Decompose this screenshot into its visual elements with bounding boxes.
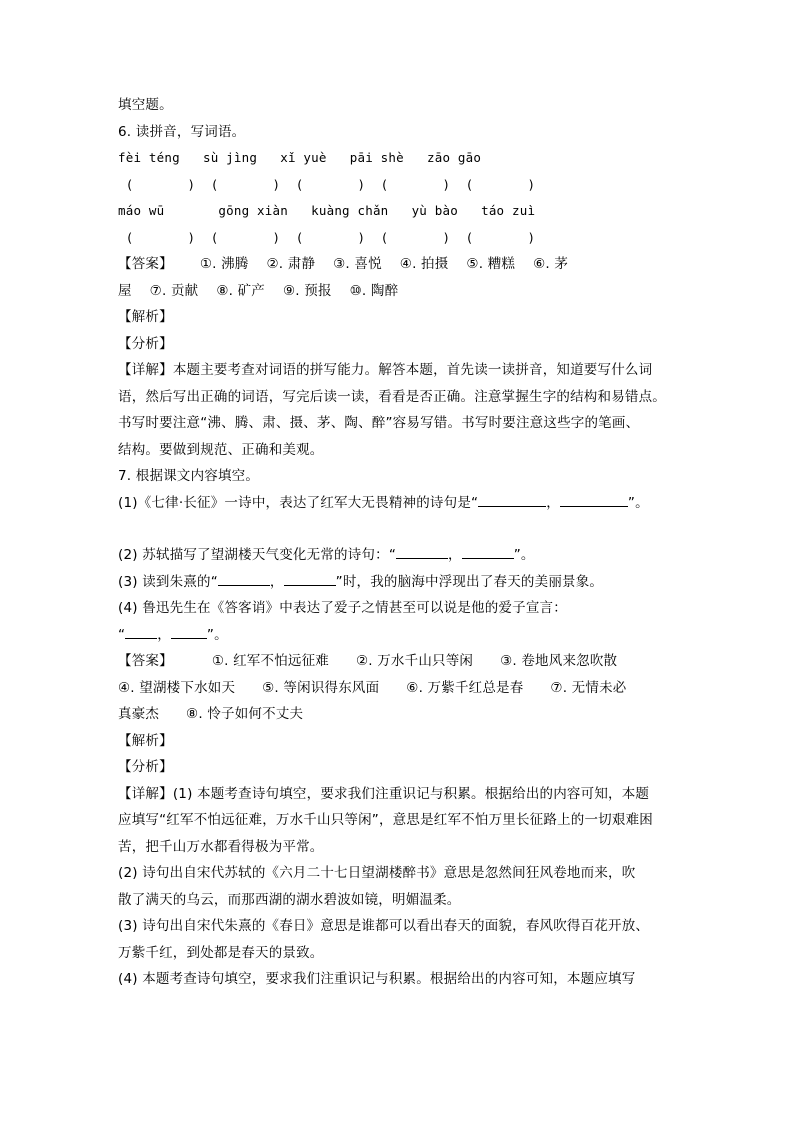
q7-detail-line-1 [118, 781, 688, 808]
q7-sub2-suffix: ”。 [513, 547, 535, 563]
q7-sub2-prefix: (2) 苏轼描写了望湖楼天气变化无常的诗句：“ [118, 547, 397, 563]
q6-answer-line-1 [118, 251, 688, 278]
q7-answer-line-3: 真豪杰 ⑧. 怜子如何不丈夫 [118, 706, 304, 722]
section-intro: 填空题。 [118, 97, 173, 113]
q7-sub4-line-1: (4) 鲁迅先生在《答客诮》中表达了爱子之情甚至可以说是他的爱子宣言： [118, 600, 567, 616]
q6-brackets-row-2: ( ) ( ) ( ) ( ) ( ) [118, 229, 536, 245]
q7-sub3-suffix: ”时，我的脑海中浮现出了春天的美丽景象。 [335, 573, 604, 590]
q7-sub1-sep: ， [546, 494, 560, 511]
q7-answer-line-1 [118, 648, 688, 675]
q7-detail-line-5: 散了满天的乌云，而那西湖的湖水碧波如镜，明媚温柔。 [118, 891, 461, 908]
q7-sub3-blank-1 [218, 571, 270, 586]
q7-sub2 [118, 542, 688, 569]
answer-label: 【答案】 [118, 653, 173, 669]
q7-detail-text-1: (1) 本题考查诗句填空，要求我们注重识记与积累。根据给出的内容可知，本题 [172, 785, 650, 802]
q6-detail-line-1 [118, 357, 688, 384]
q6-fenxi-label: 【分析】 [118, 335, 173, 352]
q7-detail-line-6: (3) 诗句出自宋代朱熹的《春日》意思是谁都可以看出春天的面貌，春风吹得百花开放、 [118, 918, 650, 934]
q6-answers-1: ①. 沸腾 ②. 肃静 ③. 喜悦 ④. 拍摄 ⑤. 糟糕 ⑥. 茅 [199, 256, 569, 272]
q7-fenxi-label: 【分析】 [118, 759, 173, 775]
q7-answer-line-2: ④. 望湖楼下水如天 ⑤. 等闲识得东风面 ⑥. 万紫千红总是春 ⑦. 无情未必 [118, 679, 627, 696]
q7-sub4-sep: ， [157, 626, 171, 643]
q7-detail-line-3: 苦，把千山万水都看得极为平常。 [118, 838, 324, 855]
q6-brackets-row-1: ( ) ( ) ( ) ( ) ( ) [118, 176, 536, 192]
q7-sub1-suffix: ”。 [627, 494, 649, 511]
q7-sub2-blank-2 [462, 544, 514, 559]
q7-detail-line-4: (2) 诗句出自宋代苏轼的《六月二十七日望湖楼醉书》意思是忽然间狂风卷地而来，吹 [118, 865, 636, 881]
q7-title: 7. 根据课文内容填空。 [118, 468, 260, 484]
q6-pinyin-row-1: fèi téng sù jìng xǐ yuè pāi shè zāo gāo [118, 150, 482, 165]
q7-sub2-blank-1 [396, 544, 448, 559]
q7-sub3 [118, 569, 688, 596]
document-page [118, 92, 688, 993]
q7-sub3-sep: ， [269, 573, 284, 590]
q6-pinyin-row-2: máo wū gōng xiàn kuàng chǎn yù bào táo zuì [118, 203, 536, 218]
q7-detail-line-7: 万紫千红，到处都是春天的景致。 [118, 944, 324, 961]
q7-detail-line-8: (4) 本题考查诗句填空，要求我们注重识记与积累。根据给出的内容可知，本题应填写 [118, 971, 636, 987]
q7-sub3-prefix: (3) 读到朱熹的“ [118, 573, 218, 590]
q6-detail-line-2: 语，然后写出正确的词语，写完后读一读，看看是否正确。注意掌握生字的结构和易错点。 [118, 388, 666, 405]
q6-answer-line-2: 屋 ⑦. 贡献 ⑧. 矿产 ⑨. 预报 ⑩. 陶醉 [118, 282, 399, 299]
q7-sub4-line-2 [118, 622, 688, 649]
detail-label: 【详解】 [118, 362, 173, 378]
q7-sub3-blank-2 [284, 571, 336, 586]
q7-sub4-blank-1 [125, 624, 157, 639]
q6-detail-line-3: 书写时要注意“沸、腾、肃、摄、茅、陶、醉”容易写错。书写时要注意这些字的笔画、 [118, 415, 640, 431]
q7-sub1-prefix: (1)《七律·长征》一诗中，表达了红军大无畏精神的诗句是“ [118, 494, 479, 511]
q7-detail-line-2: 应填写“红军不怕远征难，万水千山只等闲”，意思是红军不怕万里长征路上的一切艰难困 [118, 812, 653, 828]
q7-answers-1: ①. 红军不怕远征难 ②. 万水千山只等闲 ③. 卷地风来忽吹散 [211, 653, 618, 669]
q7-sub2-sep: ， [448, 547, 462, 563]
q6-detail-text-1: 本题主要考查对词语的拼写能力。解答本题，首先读一读拼音，知道要写什么词 [172, 362, 653, 378]
answer-label: 【答案】 [118, 256, 173, 272]
q7-sub4-blank-2 [171, 624, 207, 639]
q6-jiexi-label: 【解析】 [118, 309, 173, 325]
q6-title: 6. 读拼音，写词语。 [118, 123, 246, 140]
q7-sub1-blank-2 [560, 492, 628, 507]
q7-sub4-suffix: ”。 [206, 626, 228, 643]
q7-jiexi-label: 【解析】 [118, 732, 173, 749]
q7-sub1-blank-1 [478, 492, 546, 507]
q7-sub1 [118, 490, 688, 517]
detail-label: 【详解】 [118, 785, 173, 802]
q7-sub4-prefix: “ [118, 626, 126, 643]
q6-detail-line-4: 结构。要做到规范、正确和美观。 [118, 441, 324, 458]
spacer [118, 516, 688, 542]
